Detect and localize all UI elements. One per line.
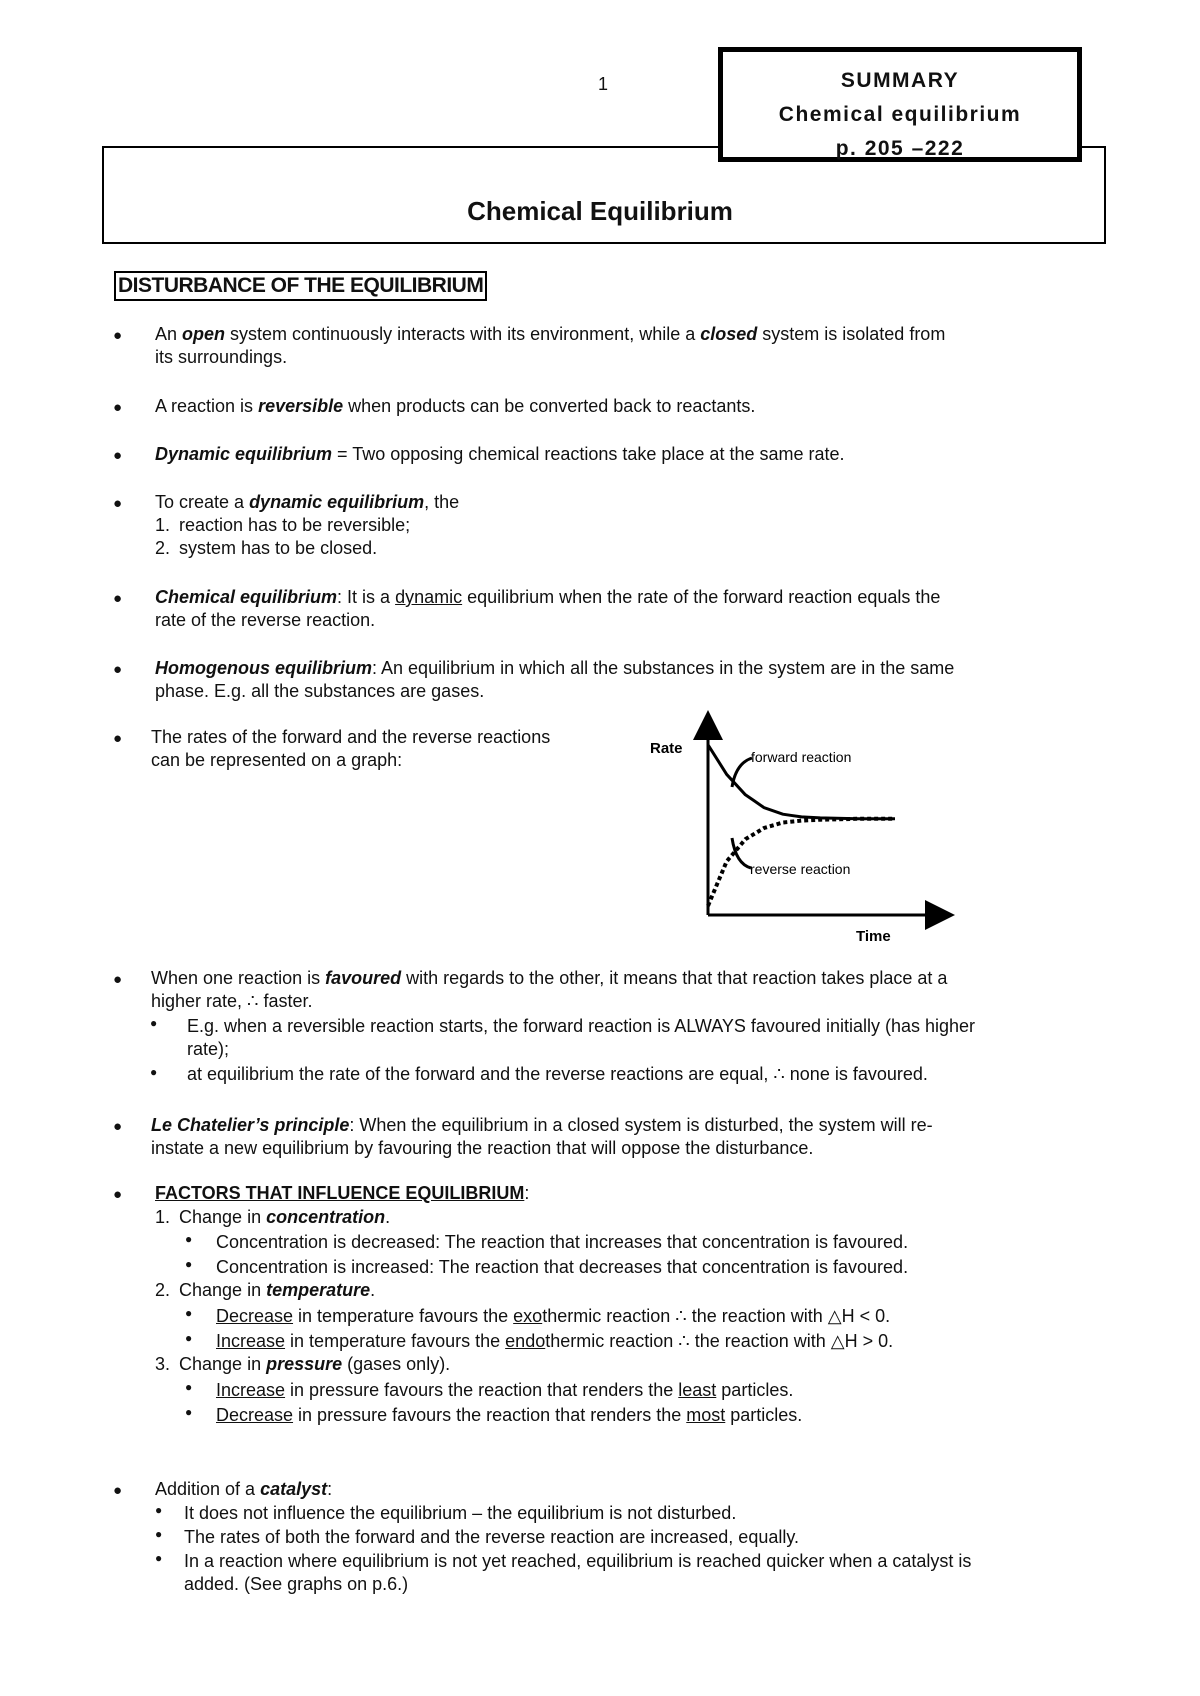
numbered-item: 2. system has to be closed. (155, 538, 378, 558)
list-item-continuation: instate a new equilibrium by favouring the reaction that will oppose the disturbance. (151, 1138, 814, 1158)
list-item-continuation: its surroundings. (155, 347, 288, 367)
sub-list-item-continuation: added. (See graphs on p.6.) (184, 1574, 409, 1594)
list-item: An open system continuously interacts with its environment, while a closed system is isolated from (155, 324, 946, 344)
sub-list-item: The rates of both the forward and the reverse reaction are increased, equally. (184, 1527, 800, 1547)
bullet-icon: ● (113, 1118, 123, 1135)
bullet-icon: ● (113, 1186, 123, 1203)
sub-bullet-icon: ● (150, 1065, 158, 1079)
sub-list-item: at equilibrium the rate of the forward and the reverse reactions are equal, ∴ none is favoured. (187, 1064, 928, 1084)
bullet-icon: ● (113, 590, 123, 607)
sub-bullet-icon: ● (185, 1257, 193, 1271)
summary-pages: p. 205 –222 (835, 137, 965, 160)
numbered-item: 1. Change in concentration. (155, 1207, 391, 1227)
bullet-icon: ● (113, 971, 123, 988)
page-number: 1 (598, 74, 609, 94)
bullet-icon: ● (113, 399, 123, 416)
list-item-continuation: phase. E.g. all the substances are gases. (155, 681, 485, 701)
list-item: To create a dynamic equilibrium, the (155, 492, 460, 512)
page-title: Chemical Equilibrium (467, 196, 733, 226)
list-item: Dynamic equilibrium = Two opposing chemical reactions take place at the same rate. (155, 444, 845, 464)
bullet-icon: ● (113, 495, 123, 512)
list-item-continuation: can be represented on a graph: (151, 750, 403, 770)
numbered-item: 3. Change in pressure (gases only). (155, 1354, 451, 1374)
sub-bullet-icon: ● (185, 1405, 193, 1419)
sub-list-item: It does not influence the equilibrium – the equilibrium is not disturbed. (184, 1503, 737, 1523)
list-item: Chemical equilibrium: It is a dynamic equilibrium when the rate of the forward reaction equals the (155, 587, 941, 607)
y-axis-label: Rate (650, 740, 683, 757)
sub-list-item: Increase in temperature favours the endothermic reaction ∴ the reaction with △H > 0. (216, 1331, 894, 1351)
bullet-icon: ● (113, 447, 123, 464)
numbered-item: 2. Change in temperature. (155, 1280, 376, 1300)
list-item: When one reaction is favoured with regards to the other, it means that that reaction takes place at a (151, 968, 948, 988)
sub-list-item: Decrease in temperature favours the exothermic reaction ∴ the reaction with △H < 0. (216, 1306, 891, 1326)
section-heading: DISTURBANCE OF THE EQUILIBRIUM (114, 271, 487, 301)
bullet-icon: ● (113, 730, 123, 747)
list-item: Addition of a catalyst: (155, 1479, 333, 1499)
list-item: FACTORS THAT INFLUENCE EQUILIBRIUM: (155, 1183, 530, 1203)
sub-bullet-icon: ● (185, 1306, 193, 1320)
list-item: A reaction is reversible when products can be converted back to reactants. (155, 396, 756, 416)
summary-heading: SUMMARY (840, 69, 960, 92)
forward-reaction-annotation: forward reaction (751, 749, 852, 765)
sub-bullet-icon: ● (185, 1232, 193, 1246)
summary-topic: Chemical equilibrium (778, 103, 1022, 126)
sub-bullet-icon: ● (185, 1331, 193, 1345)
numbered-item: 1. reaction has to be reversible; (155, 515, 411, 535)
sub-bullet-icon: ● (155, 1527, 163, 1541)
sub-bullet-icon: ● (155, 1503, 163, 1517)
bullet-icon: ● (113, 661, 123, 678)
sub-bullet-icon: ● (185, 1380, 193, 1394)
sub-list-item: Decrease in pressure favours the reaction that renders the most particles. (216, 1405, 803, 1425)
list-item-continuation: rate of the reverse reaction. (155, 610, 376, 630)
sub-list-item: Concentration is decreased: The reaction that increases that concentration is favoured. (216, 1232, 909, 1252)
sub-list-item-continuation: rate); (187, 1039, 230, 1059)
list-item-continuation: higher rate, ∴ faster. (151, 991, 313, 1011)
sub-list-item: Increase in pressure favours the reaction that renders the least particles. (216, 1380, 794, 1400)
sub-bullet-icon: ● (155, 1551, 163, 1565)
bullet-icon: ● (113, 327, 123, 344)
list-item: The rates of the forward and the reverse reactions (151, 727, 551, 747)
list-item: Le Chatelier’s principle: When the equilibrium in a closed system is disturbed, the system will re- (151, 1115, 933, 1135)
sub-list-item: E.g. when a reversible reaction starts, the forward reaction is ALWAYS favoured initially (has higher (187, 1016, 976, 1036)
summary-box (718, 47, 1082, 162)
reverse-reaction-annotation: reverse reaction (750, 861, 851, 877)
sub-list-item: Concentration is increased: The reaction that decreases that concentration is favoured. (216, 1257, 909, 1277)
list-item: Homogenous equilibrium: An equilibrium in which all the substances in the system are in the same (155, 658, 955, 678)
x-axis-label: Time (856, 928, 891, 945)
sub-list-item: In a reaction where equilibrium is not yet reached, equilibrium is reached quicker when a catalyst is (184, 1551, 972, 1571)
sub-bullet-icon: ● (150, 1016, 158, 1030)
rate-time-graph (640, 710, 960, 950)
bullet-icon: ● (113, 1482, 123, 1499)
